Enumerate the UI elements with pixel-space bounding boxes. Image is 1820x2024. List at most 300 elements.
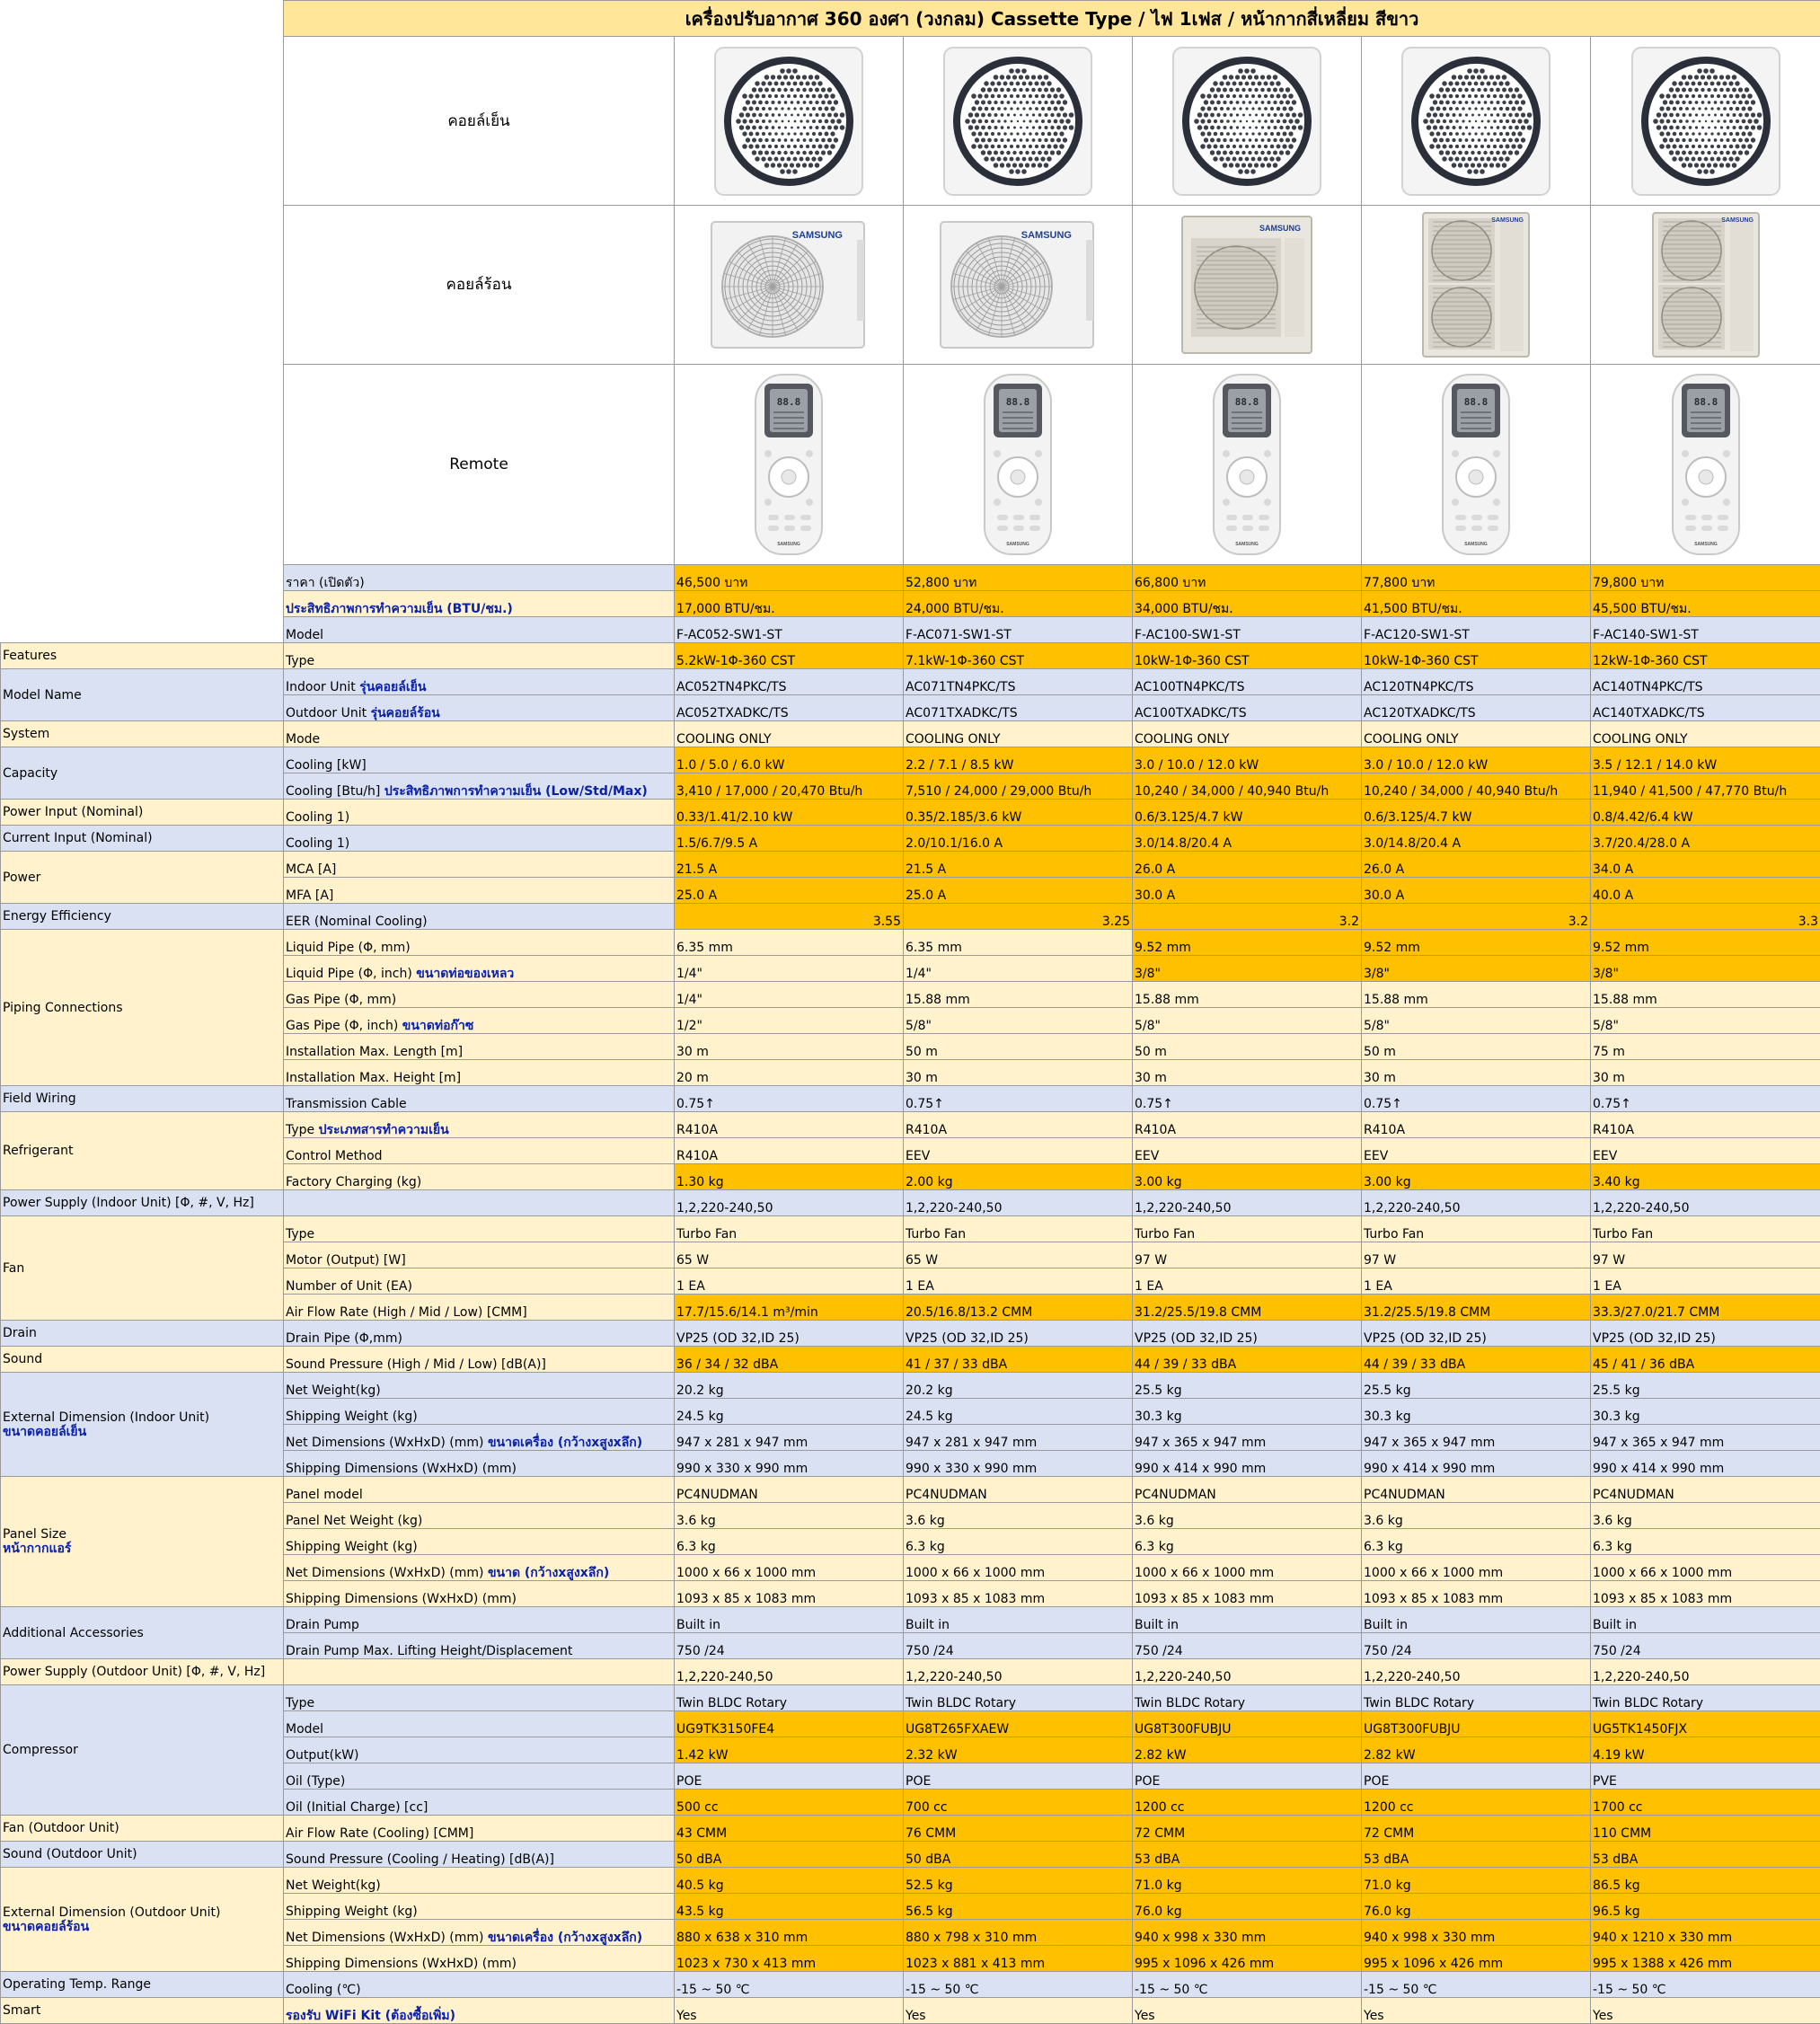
spec-label xyxy=(284,1321,675,1347)
spec-value: Twin BLDC Rotary xyxy=(904,1685,1133,1711)
spec-value: 3.5 / 12.1 / 14.0 kW xyxy=(1591,747,1820,773)
category-name: Power Input (Nominal) xyxy=(3,805,281,819)
spec-label-text: Factory Charging (kg) xyxy=(286,1175,421,1189)
spec-value: 750 /24 xyxy=(1362,1633,1591,1659)
spec-value: R410A xyxy=(1133,1112,1362,1138)
spec-value: COOLING ONLY xyxy=(1591,721,1820,747)
spec-value: AC052TN4PKC/TS xyxy=(675,669,904,695)
spec-value: 50 m xyxy=(1362,1034,1591,1060)
category-label xyxy=(1,1321,284,1347)
spec-value: 20.5/16.8/13.2 CMM xyxy=(904,1295,1133,1321)
spec-row xyxy=(1,852,1820,878)
spec-label-text: Air Flow Rate (Cooling) [CMM] xyxy=(286,1826,473,1841)
title-row xyxy=(1,1,1820,37)
spec-row xyxy=(1,1972,1820,1998)
spec-value: 45,500 BTU/ชม. xyxy=(1591,591,1820,617)
outdoor-unit-icon xyxy=(1648,209,1764,360)
spec-label xyxy=(284,773,675,800)
spec-row xyxy=(1,591,1820,617)
spec-label-text: Panel Net Weight (kg) xyxy=(286,1514,422,1528)
spec-value: 34,000 BTU/ชม. xyxy=(1133,591,1362,617)
spec-value: 1 EA xyxy=(1133,1268,1362,1295)
spec-label xyxy=(284,1894,675,1920)
spec-value: 1.42 kW xyxy=(675,1737,904,1763)
spec-value: PC4NUDMAN xyxy=(1362,1477,1591,1503)
spec-label xyxy=(284,1920,675,1946)
spec-value: 31.2/25.5/19.8 CMM xyxy=(1362,1295,1591,1321)
cassette-panel-icon xyxy=(1171,45,1323,198)
spec-value: 1093 x 85 x 1083 mm xyxy=(675,1581,904,1607)
spec-value: Built in xyxy=(675,1607,904,1633)
spec-label-text: Net Weight(kg) xyxy=(286,1878,381,1893)
spec-label-text: Shipping Dimensions (WxHxD) (mm) xyxy=(286,1592,517,1606)
spec-value: 1000 x 66 x 1000 mm xyxy=(1362,1555,1591,1581)
spec-value: 3.40 kg xyxy=(1591,1164,1820,1190)
spec-label-text: Oil (Type) xyxy=(286,1774,345,1789)
category-name: Sound (Outdoor Unit) xyxy=(3,1847,281,1861)
category-name: Refrigerant xyxy=(3,1144,281,1158)
spec-value: 41 / 37 / 33 dBA xyxy=(904,1347,1133,1373)
spec-label xyxy=(284,1347,675,1373)
cassette-panel-icon xyxy=(1400,45,1552,198)
spec-value: R410A xyxy=(675,1112,904,1138)
spec-value: 947 x 365 x 947 mm xyxy=(1591,1425,1820,1451)
spec-value: Yes xyxy=(904,1998,1133,2024)
spec-value: 750 /24 xyxy=(675,1633,904,1659)
spec-value: 995 x 1096 x 426 mm xyxy=(1362,1946,1591,1972)
svg-text:88.8: 88.8 xyxy=(1235,396,1259,408)
spec-value: 5/8" xyxy=(1591,1008,1820,1034)
spec-value: R410A xyxy=(675,1138,904,1164)
spec-value: 2.00 kg xyxy=(904,1164,1133,1190)
svg-text:SAMSUNG: SAMSUNG xyxy=(1491,217,1524,224)
category-label xyxy=(1,930,284,1086)
spec-value: 1093 x 85 x 1083 mm xyxy=(1591,1581,1820,1607)
category-label xyxy=(1,1347,284,1373)
spec-value: AC071TXADKC/TS xyxy=(904,695,1133,721)
category-name: System xyxy=(3,727,281,741)
spec-value: 990 x 414 x 990 mm xyxy=(1133,1451,1362,1477)
spec-label-thai: รุ่นคอยล์ร้อน xyxy=(371,706,440,720)
spec-value: 6.3 kg xyxy=(1362,1529,1591,1555)
indoor-unit-image xyxy=(1591,37,1820,206)
category-name: Drain xyxy=(3,1326,281,1340)
spec-label xyxy=(284,1555,675,1581)
spec-value: -15 ~ 50 ℃ xyxy=(1133,1972,1362,1998)
outdoor-unit-icon xyxy=(1418,209,1534,360)
spec-label-text: Outdoor Unit xyxy=(286,706,371,720)
spec-label xyxy=(284,1972,675,1998)
spec-row xyxy=(1,1321,1820,1347)
spec-value: 65 W xyxy=(675,1242,904,1268)
spec-value: 940 x 998 x 330 mm xyxy=(1362,1920,1591,1946)
spec-value: 97 W xyxy=(1591,1242,1820,1268)
spec-value: 66,800 บาท xyxy=(1133,565,1362,591)
spec-value: 3.6 kg xyxy=(904,1503,1133,1529)
category-name: Power xyxy=(3,871,281,885)
spec-label xyxy=(284,1477,675,1503)
spec-label xyxy=(284,1998,675,2024)
indoor-label: คอยล์เย็น xyxy=(284,37,675,206)
spec-value: F-AC120-SW1-ST xyxy=(1362,617,1591,643)
spec-value: COOLING ONLY xyxy=(1133,721,1362,747)
spec-label xyxy=(284,1451,675,1477)
spec-label-text: Output(kW) xyxy=(286,1748,359,1763)
category-label xyxy=(1,904,284,930)
spec-label xyxy=(284,1190,675,1216)
spec-value: 53 dBA xyxy=(1591,1842,1820,1868)
category-name: Capacity xyxy=(3,766,281,781)
category-name: Field Wiring xyxy=(3,1092,281,1106)
category-label xyxy=(1,1607,284,1659)
spec-value: 700 cc xyxy=(904,1790,1133,1816)
spec-label xyxy=(284,1868,675,1894)
spec-value: -15 ~ 50 ℃ xyxy=(675,1972,904,1998)
spec-value: 990 x 330 x 990 mm xyxy=(675,1451,904,1477)
spec-row xyxy=(1,1998,1820,2024)
remote-label: Remote xyxy=(284,365,675,565)
outdoor-unit-icon xyxy=(708,213,870,357)
spec-value: 10kW-1Φ-360 CST xyxy=(1362,643,1591,669)
spec-value: 34.0 A xyxy=(1591,852,1820,878)
spec-value: F-AC140-SW1-ST xyxy=(1591,617,1820,643)
spec-value: 1/4" xyxy=(675,956,904,982)
spec-row xyxy=(1,1685,1820,1711)
spec-value: 76 CMM xyxy=(904,1816,1133,1842)
spec-value: F-AC071-SW1-ST xyxy=(904,617,1133,643)
spec-row xyxy=(1,800,1820,826)
spec-row xyxy=(1,669,1820,695)
spec-label xyxy=(284,747,675,773)
category-name: Fan xyxy=(3,1261,281,1276)
category-name: Energy Efficiency xyxy=(3,909,281,924)
spec-label-text: Cooling [kW] xyxy=(286,758,367,773)
spec-value: 96.5 kg xyxy=(1591,1894,1820,1920)
spec-value: 3.0 / 10.0 / 12.0 kW xyxy=(1362,747,1591,773)
outdoor-unit-icon xyxy=(937,213,1099,357)
remote-control-icon xyxy=(1206,371,1287,558)
spec-value: POE xyxy=(1362,1763,1591,1790)
spec-value: PC4NUDMAN xyxy=(675,1477,904,1503)
spec-value: 995 x 1388 x 426 mm xyxy=(1591,1946,1820,1972)
category-label xyxy=(1,800,284,826)
spec-value: Built in xyxy=(1591,1607,1820,1633)
spec-label xyxy=(284,878,675,904)
spec-value: UG8T300FUBJU xyxy=(1362,1711,1591,1737)
spec-value: POE xyxy=(904,1763,1133,1790)
category-label xyxy=(1,1477,284,1607)
spec-value: 7.1kW-1Φ-360 CST xyxy=(904,643,1133,669)
remote-control-icon xyxy=(748,371,829,558)
spec-label xyxy=(284,1425,675,1451)
spec-value: 75 m xyxy=(1591,1034,1820,1060)
svg-text:SAMSUNG: SAMSUNG xyxy=(1721,217,1754,224)
spec-label xyxy=(284,800,675,826)
spec-label-text: Liquid Pipe (Φ, mm) xyxy=(286,941,411,955)
spec-value: 97 W xyxy=(1362,1242,1591,1268)
spec-label xyxy=(284,1711,675,1737)
category-label xyxy=(1,1685,284,1816)
spec-value: 20 m xyxy=(675,1060,904,1086)
spec-value: 40.0 A xyxy=(1591,878,1820,904)
spec-row xyxy=(1,721,1820,747)
category-label xyxy=(1,1868,284,1972)
spec-value: 25.5 kg xyxy=(1591,1373,1820,1399)
spec-label xyxy=(284,695,675,721)
spec-value: 15.88 mm xyxy=(1591,982,1820,1008)
spec-value: 12kW-1Φ-360 CST xyxy=(1591,643,1820,669)
remote-control-icon xyxy=(1436,371,1516,558)
spec-label-thai: ขนาด (กว้างxสูงxลึก) xyxy=(488,1566,609,1580)
spec-value: UG9TK3150FE4 xyxy=(675,1711,904,1737)
spec-value: POE xyxy=(675,1763,904,1790)
spec-row xyxy=(1,1216,1820,1242)
spec-value: 43 CMM xyxy=(675,1816,904,1842)
spec-label xyxy=(284,1138,675,1164)
spec-row xyxy=(1,904,1820,930)
remote-image xyxy=(1591,365,1820,565)
spec-value: 50 dBA xyxy=(904,1842,1133,1868)
spec-label-thai: ประสิทธิภาพการทำความเย็น (BTU/ชม.) xyxy=(286,602,513,616)
spec-value: 20.2 kg xyxy=(904,1373,1133,1399)
spec-value: 3.00 kg xyxy=(1133,1164,1362,1190)
spec-value: Twin BLDC Rotary xyxy=(1362,1685,1591,1711)
spec-value: 1,2,220-240,50 xyxy=(1133,1659,1362,1685)
spec-value: 1000 x 66 x 1000 mm xyxy=(1591,1555,1820,1581)
spec-value: 40.5 kg xyxy=(675,1868,904,1894)
spec-value: 1000 x 66 x 1000 mm xyxy=(904,1555,1133,1581)
spec-value: PVE xyxy=(1591,1763,1820,1790)
category-label xyxy=(1,1190,284,1216)
spec-value: 1093 x 85 x 1083 mm xyxy=(1133,1581,1362,1607)
spec-value: 947 x 365 x 947 mm xyxy=(1133,1425,1362,1451)
category-name: External Dimension (Indoor Unit) xyxy=(3,1410,281,1425)
spec-label-thai: ขนาดท่อของเหลว xyxy=(416,967,514,981)
spec-value: 45 / 41 / 36 dBA xyxy=(1591,1347,1820,1373)
spec-row xyxy=(1,1659,1820,1685)
spec-value: 1 EA xyxy=(904,1268,1133,1295)
spec-value: EEV xyxy=(1591,1138,1820,1164)
remote-image xyxy=(1133,365,1362,565)
spec-value: 21.5 A xyxy=(904,852,1133,878)
outdoor-unit-image xyxy=(904,206,1133,365)
spec-value: 53 dBA xyxy=(1362,1842,1591,1868)
svg-text:88.8: 88.8 xyxy=(1464,396,1489,408)
spec-value: 1 EA xyxy=(675,1268,904,1295)
category-label xyxy=(1,1112,284,1190)
spec-row xyxy=(1,1607,1820,1633)
spec-value: 990 x 414 x 990 mm xyxy=(1362,1451,1591,1477)
spec-label xyxy=(284,1737,675,1763)
spec-value: 30 m xyxy=(1591,1060,1820,1086)
category-name: Power Supply (Indoor Unit) [Φ, #, V, Hz] xyxy=(3,1196,281,1210)
spec-value: AC100TXADKC/TS xyxy=(1133,695,1362,721)
spec-value: 71.0 kg xyxy=(1133,1868,1362,1894)
spec-label-thai: ประเภทสารทำความเย็น xyxy=(319,1123,449,1137)
spec-label-text: Indoor Unit xyxy=(286,680,359,694)
spec-label-text: Type xyxy=(286,1696,314,1710)
spec-label-text: Model xyxy=(286,628,323,642)
category-name: Model Name xyxy=(3,688,281,703)
spec-value: Turbo Fan xyxy=(1133,1216,1362,1242)
spec-label xyxy=(284,1399,675,1425)
category-label xyxy=(1,643,284,669)
spec-value: 25.5 kg xyxy=(1133,1373,1362,1399)
spec-value: R410A xyxy=(1362,1112,1591,1138)
spec-label xyxy=(284,1633,675,1659)
spec-value: 25.0 A xyxy=(675,878,904,904)
spec-label xyxy=(284,956,675,982)
spec-value: VP25 (OD 32,ID 25) xyxy=(675,1321,904,1347)
spec-value: 0.75↑ xyxy=(904,1086,1133,1112)
spec-value: 3.6 kg xyxy=(1133,1503,1362,1529)
spec-row xyxy=(1,1373,1820,1399)
spec-value: COOLING ONLY xyxy=(675,721,904,747)
spec-label-text: Shipping Dimensions (WxHxD) (mm) xyxy=(286,1462,517,1476)
category-name: External Dimension (Outdoor Unit) xyxy=(3,1905,281,1920)
category-label xyxy=(1,669,284,721)
spec-value: 44 / 39 / 33 dBA xyxy=(1362,1347,1591,1373)
spec-value: AC052TXADKC/TS xyxy=(675,695,904,721)
spec-value: 10,240 / 34,000 / 40,940 Btu/h xyxy=(1362,773,1591,800)
spec-value: 3/8" xyxy=(1133,956,1362,982)
spec-value: -15 ~ 50 ℃ xyxy=(1362,1972,1591,1998)
spec-value: 1/4" xyxy=(675,982,904,1008)
spec-value: 1,2,220-240,50 xyxy=(1362,1659,1591,1685)
spec-value: 25.5 kg xyxy=(1362,1373,1591,1399)
spec-value: 36 / 34 / 32 dBA xyxy=(675,1347,904,1373)
spec-value: 2.82 kW xyxy=(1133,1737,1362,1763)
category-label xyxy=(1,826,284,852)
spec-label-text: Net Weight(kg) xyxy=(286,1383,381,1398)
spec-value: 6.3 kg xyxy=(675,1529,904,1555)
spec-label-text: Liquid Pipe (Φ, inch) xyxy=(286,967,416,981)
spec-value: Turbo Fan xyxy=(904,1216,1133,1242)
spec-value: 15.88 mm xyxy=(1362,982,1591,1008)
spec-value: Yes xyxy=(1133,1998,1362,2024)
indoor-unit-image xyxy=(904,37,1133,206)
spec-label-text: Type xyxy=(286,1227,314,1242)
spec-value: 46,500 บาท xyxy=(675,565,904,591)
spec-value: 9.52 mm xyxy=(1133,930,1362,956)
spec-value: Built in xyxy=(1133,1607,1362,1633)
spec-value: UG8T300FUBJU xyxy=(1133,1711,1362,1737)
spec-label xyxy=(284,1607,675,1633)
spec-label-text: Air Flow Rate (High / Mid / Low) [CMM] xyxy=(286,1305,527,1320)
svg-text:SAMSUNG: SAMSUNG xyxy=(1259,224,1301,233)
spec-value: 750 /24 xyxy=(904,1633,1133,1659)
category-name: Sound xyxy=(3,1352,281,1366)
spec-label-text: ราคา (เปิดตัว) xyxy=(286,576,365,590)
spec-row xyxy=(1,930,1820,956)
spec-value: 6.3 kg xyxy=(1133,1529,1362,1555)
spec-value: 1000 x 66 x 1000 mm xyxy=(1133,1555,1362,1581)
spec-value: 26.0 A xyxy=(1133,852,1362,878)
spec-value: 30 m xyxy=(904,1060,1133,1086)
svg-text:SAMSUNG: SAMSUNG xyxy=(1235,542,1259,547)
spec-label xyxy=(284,1581,675,1607)
spec-value: 2.82 kW xyxy=(1362,1737,1591,1763)
spec-label-text: Model xyxy=(286,1722,323,1737)
spec-value: 52.5 kg xyxy=(904,1868,1133,1894)
spec-value: 1023 x 881 x 413 mm xyxy=(904,1946,1133,1972)
spec-value: 17,000 BTU/ชม. xyxy=(675,591,904,617)
spec-value: 11,940 / 41,500 / 47,770 Btu/h xyxy=(1591,773,1820,800)
cassette-panel-icon xyxy=(1630,45,1782,198)
spec-value: AC120TXADKC/TS xyxy=(1362,695,1591,721)
spec-value: 24.5 kg xyxy=(904,1399,1133,1425)
spec-label-text: Type xyxy=(286,654,314,668)
spec-label xyxy=(284,1112,675,1138)
spec-value: 1093 x 85 x 1083 mm xyxy=(904,1581,1133,1607)
outdoor-unit-image xyxy=(1362,206,1591,365)
svg-text:88.8: 88.8 xyxy=(1693,396,1718,408)
spec-label-text: Drain Pump xyxy=(286,1618,359,1632)
category-label xyxy=(1,1216,284,1321)
spec-value: 30.0 A xyxy=(1133,878,1362,904)
category-name: Current Input (Nominal) xyxy=(3,831,281,845)
spec-value: PC4NUDMAN xyxy=(1133,1477,1362,1503)
spec-value: 21.5 A xyxy=(675,852,904,878)
spec-label xyxy=(284,1086,675,1112)
spec-value: AC140TXADKC/TS xyxy=(1591,695,1820,721)
spec-label xyxy=(284,1295,675,1321)
spec-value: 0.75↑ xyxy=(1591,1086,1820,1112)
spec-label-text: Transmission Cable xyxy=(286,1097,407,1111)
spec-label xyxy=(284,643,675,669)
spec-row xyxy=(1,747,1820,773)
outdoor-unit-image xyxy=(675,206,904,365)
spec-value: Turbo Fan xyxy=(1591,1216,1820,1242)
spec-label-text: MCA [A] xyxy=(286,862,336,877)
spec-value: 86.5 kg xyxy=(1591,1868,1820,1894)
spec-value: 947 x 281 x 947 mm xyxy=(904,1425,1133,1451)
spec-row xyxy=(1,643,1820,669)
spec-value: -15 ~ 50 ℃ xyxy=(1591,1972,1820,1998)
spec-value: 1,2,220-240,50 xyxy=(904,1659,1133,1685)
spec-value: 3/8" xyxy=(1591,956,1820,982)
spec-label-text: Cooling 1) xyxy=(286,810,349,825)
spec-label xyxy=(284,826,675,852)
spec-label-text: Mode xyxy=(286,732,320,747)
spec-value: 3.2 xyxy=(1362,904,1591,930)
category-label xyxy=(1,1972,284,1998)
spec-label xyxy=(284,1790,675,1816)
spec-value: POE xyxy=(1133,1763,1362,1790)
spec-value: 50 m xyxy=(904,1034,1133,1060)
spec-value: 7,510 / 24,000 / 29,000 Btu/h xyxy=(904,773,1133,800)
cassette-panel-icon xyxy=(941,45,1094,198)
spec-label xyxy=(284,904,675,930)
spec-label xyxy=(284,591,675,617)
spec-value: 30.3 kg xyxy=(1362,1399,1591,1425)
spec-value: 3.55 xyxy=(675,904,904,930)
spec-label-text: Cooling 1) xyxy=(286,836,349,851)
spec-label-text: Shipping Weight (kg) xyxy=(286,1410,418,1424)
spec-value: Twin BLDC Rotary xyxy=(1591,1685,1820,1711)
spec-value: 1,2,220-240,50 xyxy=(1591,1659,1820,1685)
spec-value: R410A xyxy=(904,1112,1133,1138)
spec-row xyxy=(1,565,1820,591)
spec-label xyxy=(284,982,675,1008)
category-name: Piping Connections xyxy=(3,1001,281,1015)
spec-value: 3.00 kg xyxy=(1362,1164,1591,1190)
spec-label xyxy=(284,669,675,695)
spec-value: 990 x 414 x 990 mm xyxy=(1591,1451,1820,1477)
spec-value: 1 EA xyxy=(1362,1268,1591,1295)
spec-value: 6.3 kg xyxy=(1591,1529,1820,1555)
blank-corner xyxy=(1,1,284,565)
